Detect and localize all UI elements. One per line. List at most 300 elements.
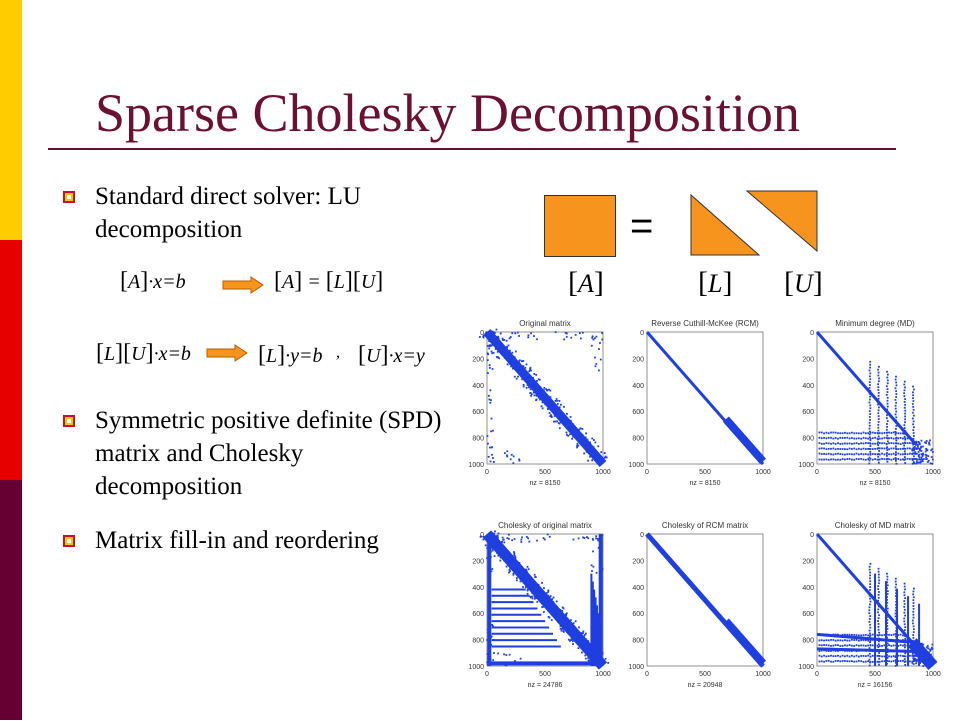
nonzero-mark (915, 442, 917, 444)
nonzero-mark (846, 453, 848, 455)
nonzero-mark (886, 394, 888, 396)
nonzero-mark (879, 459, 881, 461)
nonzero-mark (823, 644, 825, 646)
nonzero-mark (493, 533, 495, 535)
nonzero-mark (547, 534, 549, 536)
nonzero-mark (881, 458, 883, 460)
nonzero-mark (548, 407, 550, 409)
nonzero-mark (839, 437, 841, 439)
nonzero-mark (839, 443, 841, 445)
nonzero-mark (904, 442, 906, 444)
nonzero-mark (828, 644, 830, 646)
nonzero-mark (516, 378, 518, 380)
nonzero-mark (858, 458, 860, 460)
nonzero-mark (887, 461, 889, 463)
nonzero-mark (570, 337, 572, 339)
nonzero-mark (877, 456, 879, 458)
nonzero-mark (571, 428, 573, 430)
nonzero-mark (516, 577, 518, 579)
nonzero-mark (902, 660, 904, 662)
nonzero-mark (912, 459, 914, 461)
y-tick-label: 400 (472, 382, 484, 390)
y-tick-label: 600 (802, 611, 814, 619)
nonzero-mark (932, 459, 934, 461)
nonzero-mark (902, 655, 904, 657)
nonzero-mark (881, 660, 883, 662)
nonzero-mark (842, 655, 844, 657)
nonzero-mark (904, 626, 906, 628)
nonzero-mark (856, 438, 858, 440)
nonzero-mark (842, 660, 844, 662)
nonzero-mark (902, 453, 904, 455)
nonzero-mark (913, 409, 915, 411)
nonzero-mark (895, 376, 897, 378)
nonzero-mark (487, 443, 489, 445)
nonzero-mark (593, 439, 595, 441)
nonzero-mark (917, 444, 919, 446)
nonzero-mark (832, 448, 834, 450)
nonzero-mark (846, 443, 848, 445)
nonzero-mark (496, 329, 498, 331)
nonzero-mark (869, 381, 871, 383)
spy-plot (615, 314, 771, 519)
nonzero-mark (835, 640, 837, 642)
nonzero-mark (575, 640, 577, 642)
nonzero-mark (904, 632, 906, 634)
nonzero-mark (530, 367, 532, 369)
nonzero-mark (501, 541, 503, 543)
nonzero-mark (497, 540, 499, 542)
spy-plot-title: Cholesky of original matrix (498, 521, 592, 530)
nonzero-mark (887, 642, 889, 644)
spy-plot-title: Cholesky of MD matrix (834, 521, 916, 530)
nz-label: nz = 8150 (859, 480, 891, 487)
spy-plot-title: Cholesky of RCM matrix (661, 521, 749, 530)
nonzero-mark (837, 660, 839, 662)
nonzero-mark (872, 645, 874, 647)
y-tick-label: 600 (632, 409, 644, 417)
nonzero-mark (514, 361, 516, 363)
label-l: [L] (698, 266, 733, 299)
bullet-lu-text: Standard direct solver: LU decomposition (95, 183, 361, 243)
nonzero-mark (895, 393, 897, 395)
nonzero-mark (572, 425, 574, 427)
nonzero-mark (494, 344, 496, 346)
nonzero-mark (912, 386, 914, 388)
nonzero-mark (895, 387, 897, 389)
arrow-right-icon (206, 344, 248, 362)
nonzero-mark (912, 463, 914, 465)
nonzero-mark (500, 352, 502, 354)
nonzero-mark (912, 403, 914, 405)
nonzero-mark (504, 357, 506, 359)
nonzero-mark (869, 364, 871, 366)
x-tick-label: 500 (869, 671, 881, 678)
nonzero-mark (900, 644, 902, 646)
nonzero-mark (856, 442, 858, 444)
nonzero-mark (497, 555, 499, 557)
nonzero-mark (869, 583, 871, 585)
nonzero-mark (887, 403, 889, 405)
nonzero-mark (489, 447, 491, 449)
nonzero-mark (904, 645, 906, 647)
nonzero-mark (913, 605, 915, 607)
nonzero-mark (890, 447, 892, 449)
nonzero-mark (594, 357, 596, 359)
nonzero-mark (878, 568, 880, 570)
nonzero-mark (921, 457, 923, 459)
nonzero-mark (869, 370, 871, 372)
slide-title: Sparse Cholesky Decomposition (95, 83, 800, 143)
nonzero-mark (878, 418, 880, 420)
nonzero-mark (533, 595, 535, 597)
nonzero-mark (547, 591, 549, 593)
nonzero-mark (510, 366, 512, 368)
nonzero-mark (912, 418, 914, 420)
nonzero-mark (531, 592, 533, 594)
spy-plot (455, 314, 611, 519)
nonzero-mark (559, 613, 561, 615)
nonzero-mark (867, 655, 869, 657)
nonzero-mark (557, 403, 559, 405)
nonzero-mark (491, 418, 493, 420)
y-tick-label: 1000 (628, 462, 644, 469)
nonzero-mark (925, 451, 927, 453)
nonzero-mark (860, 458, 862, 460)
nonzero-mark (902, 448, 904, 450)
nonzero-mark (886, 429, 888, 431)
nonzero-mark (493, 332, 495, 334)
nonzero-mark (874, 432, 876, 434)
nonzero-mark (553, 597, 555, 599)
nonzero-mark (895, 453, 897, 455)
sidebar-bar-yellow (0, 0, 22, 240)
nonzero-mark (522, 360, 524, 362)
nonzero-mark (895, 414, 897, 416)
nonzero-mark (863, 634, 865, 636)
nonzero-mark (830, 661, 832, 663)
nonzero-mark (895, 416, 897, 418)
nonzero-mark (893, 438, 895, 440)
nonzero-mark (893, 655, 895, 657)
x-tick-label: 0 (645, 671, 649, 678)
nonzero-mark (556, 601, 558, 603)
nonzero-mark (888, 634, 890, 636)
nonzero-mark (869, 425, 871, 427)
nonzero-mark (915, 660, 917, 662)
y-tick-label: 1000 (468, 462, 484, 469)
nonzero-mark (837, 459, 839, 461)
nonzero-mark (878, 430, 880, 432)
nonzero-mark (903, 392, 905, 394)
nonzero-mark (543, 587, 545, 589)
nonzero-mark (887, 406, 889, 408)
matrix-a-square (544, 195, 616, 257)
sidebar-bar-red (0, 240, 22, 480)
nonzero-mark (869, 407, 871, 409)
nonzero-mark (865, 459, 867, 461)
nonzero-mark (507, 363, 509, 365)
nonzero-mark (912, 397, 914, 399)
nonzero-mark (511, 539, 513, 541)
nonzero-mark (888, 453, 890, 455)
nonzero-mark (878, 409, 880, 411)
nonzero-mark (563, 338, 565, 340)
nonzero-mark (497, 336, 499, 338)
nonzero-mark (539, 389, 541, 391)
nonzero-mark (869, 627, 871, 629)
nonzero-mark (883, 442, 885, 444)
nonzero-mark (606, 457, 608, 459)
nonzero-mark (823, 640, 825, 642)
bullet-fillin (95, 524, 465, 557)
nonzero-mark (585, 633, 587, 635)
y-tick-label: 800 (802, 435, 814, 443)
nonzero-mark (594, 337, 596, 339)
nonzero-mark (869, 604, 871, 606)
nonzero-mark (579, 639, 581, 641)
nonzero-mark (521, 536, 523, 538)
nonzero-mark (837, 432, 839, 434)
nonzero-mark (517, 570, 519, 572)
nonzero-mark (925, 448, 927, 450)
nonzero-mark (835, 459, 837, 461)
eq1-left-text: x=b (153, 271, 186, 293)
nonzero-mark (566, 627, 568, 629)
nonzero-mark (844, 437, 846, 439)
nonzero-mark (878, 597, 880, 599)
label-a: [A] (568, 266, 604, 299)
nonzero-mark (518, 562, 520, 564)
nonzero-mark (912, 429, 914, 431)
nonzero-mark (533, 384, 535, 386)
nonzero-mark (923, 458, 925, 460)
nonzero-mark (867, 635, 869, 637)
nonzero-mark (904, 421, 906, 423)
nonzero-mark (530, 582, 532, 584)
nonzero-mark (823, 655, 825, 657)
nonzero-mark (506, 566, 508, 568)
nonzero-mark (895, 434, 897, 436)
nonzero-mark (597, 445, 599, 447)
nonzero-mark (537, 391, 539, 393)
x-tick-label: 0 (485, 671, 489, 678)
nonzero-mark (586, 449, 588, 451)
nonzero-mark (860, 448, 862, 450)
nonzero-mark (503, 549, 505, 551)
nonzero-mark (874, 453, 876, 455)
nonzero-mark (853, 634, 855, 636)
nonzero-mark (499, 551, 501, 553)
nonzero-mark (566, 413, 568, 415)
nonzero-mark (872, 661, 874, 663)
nonzero-mark (563, 419, 565, 421)
nonzero-mark (878, 582, 880, 584)
nonzero-mark (497, 537, 499, 539)
spy-plot-title: Reverse Cuthill-McKee (RCM) (651, 319, 759, 328)
nonzero-mark (568, 639, 570, 641)
nonzero-mark (514, 333, 516, 335)
nonzero-mark (497, 343, 499, 345)
nonzero-mark (849, 448, 851, 450)
nonzero-mark (493, 652, 495, 654)
nonzero-mark (839, 459, 841, 461)
nonzero-mark (601, 332, 603, 334)
nonzero-mark (883, 644, 885, 646)
nonzero-mark (877, 369, 879, 371)
y-tick-label: 1000 (628, 664, 644, 671)
nonzero-mark (869, 598, 871, 600)
nonzero-mark (878, 606, 880, 608)
nonzero-mark (511, 454, 513, 456)
nonzero-mark (888, 660, 890, 662)
nonzero-mark (575, 334, 577, 336)
x-tick-label: 0 (485, 469, 489, 476)
nonzero-mark (542, 606, 544, 608)
nonzero-mark (904, 586, 906, 588)
nonzero-mark (915, 662, 917, 664)
nonzero-mark (913, 435, 915, 437)
nonzero-mark (509, 363, 511, 365)
nonzero-mark (844, 655, 846, 657)
nonzero-mark (851, 655, 853, 657)
nonzero-mark (929, 439, 931, 441)
nonzero-mark (500, 333, 502, 335)
nonzero-mark (578, 438, 580, 440)
nonzero-mark (886, 423, 888, 425)
nonzero-mark (904, 436, 906, 438)
nonzero-mark (605, 658, 607, 660)
nonzero-mark (926, 440, 928, 442)
nonzero-mark (560, 625, 562, 627)
x-tick-label: 1000 (925, 671, 941, 678)
nonzero-mark (868, 463, 870, 465)
bullet-spd (95, 404, 455, 503)
nonzero-mark (879, 634, 881, 636)
nonzero-mark (543, 611, 545, 613)
nonzero-mark (865, 437, 867, 439)
nonzero-mark (881, 432, 883, 434)
nonzero-mark (551, 603, 553, 605)
nonzero-mark (904, 456, 906, 458)
nonzero-mark (530, 332, 532, 334)
nonzero-mark (869, 416, 871, 418)
nonzero-mark (556, 400, 558, 402)
nonzero-mark (869, 630, 871, 632)
nonzero-mark (913, 608, 915, 610)
nonzero-mark (904, 660, 906, 662)
nonzero-mark (869, 373, 871, 375)
nonzero-mark (895, 405, 897, 407)
nonzero-mark (904, 594, 906, 596)
nonzero-mark (913, 591, 915, 593)
nonzero-mark (503, 539, 505, 541)
nonzero-mark (888, 644, 890, 646)
nonzero-mark (870, 645, 872, 647)
nonzero-mark (539, 396, 541, 398)
nonzero-mark (867, 442, 869, 444)
nonzero-mark (860, 639, 862, 641)
nonzero-mark (488, 395, 490, 397)
nonzero-mark (825, 448, 827, 450)
nonzero-mark (913, 426, 915, 428)
nonzero-mark (887, 613, 889, 615)
nonzero-mark (497, 653, 499, 655)
nonzero-mark (511, 352, 513, 354)
nonzero-mark (540, 387, 542, 389)
nonzero-mark (832, 639, 834, 641)
nonzero-mark (912, 400, 914, 402)
nonzero-mark (869, 659, 871, 661)
nonzero-mark (572, 423, 574, 425)
nonzero-mark (913, 637, 915, 639)
nonzero-mark (883, 656, 885, 658)
nonzero-mark (584, 537, 586, 539)
nonzero-mark (886, 371, 888, 373)
nonzero-mark (591, 438, 593, 440)
nonzero-mark (887, 584, 889, 586)
nonzero-mark (828, 660, 830, 662)
nonzero-mark (585, 432, 587, 434)
nonzero-mark (895, 428, 897, 430)
nonzero-mark (877, 432, 879, 434)
nonzero-mark (536, 380, 538, 382)
nonzero-mark (837, 655, 839, 657)
nonzero-mark (819, 661, 821, 663)
nonzero-mark (851, 443, 853, 445)
nonzero-mark (576, 437, 578, 439)
nonzero-mark (561, 628, 563, 630)
nonzero-mark (828, 437, 830, 439)
nonzero-mark (887, 397, 889, 399)
nonzero-mark (821, 437, 823, 439)
y-tick-label: 600 (472, 409, 484, 417)
nonzero-mark (495, 537, 497, 539)
nonzero-mark (878, 579, 880, 581)
nonzero-mark (877, 459, 879, 461)
y-tick-label: 800 (472, 435, 484, 443)
nonzero-mark (881, 442, 883, 444)
nonzero-mark (525, 569, 527, 571)
nonzero-mark (853, 459, 855, 461)
nonzero-mark (912, 394, 914, 396)
nonzero-mark (533, 581, 535, 583)
nonzero-mark (844, 454, 846, 456)
nonzero-mark (881, 634, 883, 636)
nonzero-mark (547, 589, 549, 591)
nonzero-mark (869, 378, 871, 380)
nonzero-mark (886, 426, 888, 428)
nonzero-mark (844, 432, 846, 434)
nonzero-mark (832, 661, 834, 663)
nonzero-mark (500, 557, 502, 559)
nonzero-mark (918, 451, 920, 453)
nonzero-mark (870, 661, 872, 663)
bullet-square-icon (63, 191, 75, 203)
nonzero-mark (917, 446, 919, 448)
nonzero-mark (560, 620, 562, 622)
nonzero-mark (867, 438, 869, 440)
spy-plot-title: Minimum degree (MD) (835, 319, 915, 328)
nonzero-mark (878, 591, 880, 593)
nonzero-mark (511, 332, 513, 334)
nonzero-mark (869, 586, 871, 588)
nonzero-mark (913, 438, 915, 440)
nonzero-mark (904, 410, 906, 412)
nonzero-mark (930, 449, 932, 451)
nonzero-mark (903, 612, 905, 614)
nonzero-mark (897, 448, 899, 450)
